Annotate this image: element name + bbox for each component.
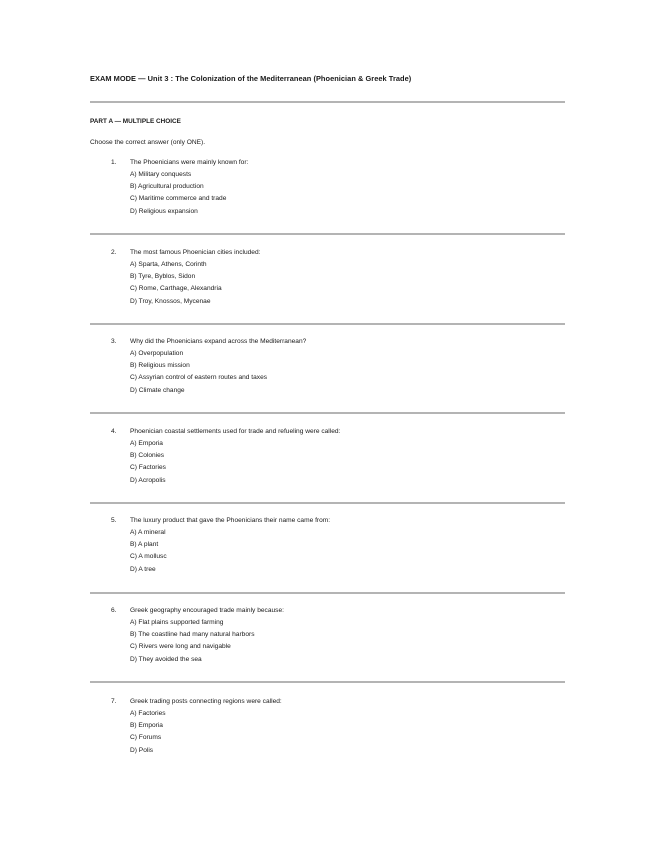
- option-a: A) Factories: [130, 710, 166, 717]
- option-d: D) Troy, Knossos, Mycenae: [130, 297, 211, 305]
- option-a: A) A mineral: [130, 529, 166, 536]
- question-number: 3.: [111, 338, 117, 345]
- option-d: D) Climate change: [130, 386, 185, 394]
- question-4: [90, 428, 565, 489]
- question-text: The luxury product that gave the Phoenicians their name came from:: [130, 517, 331, 524]
- divider: [90, 592, 565, 594]
- option-d: D) Religious expansion: [130, 207, 198, 215]
- option-c: C) Rivers were long and navigable: [130, 643, 231, 651]
- question-text: Why did the Phoenicians expand across the Mediterranean?: [130, 338, 307, 345]
- divider: [90, 101, 565, 103]
- question-text: The Phoenicians were mainly known for:: [130, 159, 249, 166]
- option-d: D) A tree: [130, 565, 156, 573]
- option-b: B) Religious mission: [130, 362, 190, 370]
- option-b: B) A plant: [130, 541, 159, 549]
- question-text: Greek trading posts connecting regions were called:: [130, 698, 282, 705]
- question-number: 7.: [111, 698, 117, 705]
- option-d: D) Acropolis: [130, 476, 166, 484]
- question-number: 6.: [111, 607, 117, 614]
- question-1: [90, 159, 565, 220]
- question-text: Phoenician coastal settlements used for trade and refueling were called:: [130, 428, 341, 435]
- option-b: B) The coastline had many natural harbors: [130, 631, 255, 639]
- question-text: The most famous Phoenician cities included:: [130, 249, 261, 256]
- option-a: A) Sparta, Athens, Corinth: [130, 261, 207, 268]
- option-b: B) Agricultural production: [130, 183, 204, 191]
- divider: [90, 681, 565, 683]
- option-a: A) Military conquests: [130, 171, 192, 178]
- question-2: [90, 249, 565, 310]
- divider: [90, 412, 565, 414]
- question-number: 4.: [111, 428, 117, 435]
- option-d: D) Polis: [130, 746, 154, 754]
- question-7: [90, 698, 565, 759]
- option-c: C) A mollusc: [130, 553, 167, 561]
- option-a: A) Emporia: [130, 440, 163, 447]
- option-a: A) Flat plains supported farming: [130, 619, 224, 626]
- option-b: B) Tyre, Byblos, Sidon: [130, 273, 196, 281]
- part-heading: PART A — MULTIPLE CHOICE: [90, 118, 181, 125]
- option-b: B) Emporia: [130, 722, 163, 730]
- question-number: 2.: [111, 249, 117, 256]
- exam-title: EXAM MODE — Unit 3 : The Colonization of the Mediterranean (Phoenician & Greek Trade): [90, 74, 412, 83]
- option-b: B) Colonies: [130, 452, 165, 460]
- instructions: Choose the correct answer (only ONE).: [90, 139, 206, 146]
- option-a: A) Overpopulation: [130, 350, 184, 357]
- option-c: C) Forums: [130, 734, 162, 742]
- option-c: C) Maritime commerce and trade: [130, 195, 227, 203]
- divider: [90, 502, 565, 504]
- option-c: C) Assyrian control of eastern routes and taxes: [130, 374, 268, 382]
- question-5: [90, 517, 565, 578]
- divider: [90, 323, 565, 325]
- question-3: [90, 338, 565, 399]
- option-c: C) Rome, Carthage, Alexandria: [130, 285, 222, 293]
- question-6: [90, 607, 565, 668]
- divider: [90, 233, 565, 235]
- option-c: C) Factories: [130, 464, 166, 472]
- question-number: 1.: [111, 159, 117, 166]
- question-number: 5.: [111, 517, 117, 524]
- option-d: D) They avoided the sea: [130, 655, 202, 663]
- question-text: Greek geography encouraged trade mainly because:: [130, 607, 284, 614]
